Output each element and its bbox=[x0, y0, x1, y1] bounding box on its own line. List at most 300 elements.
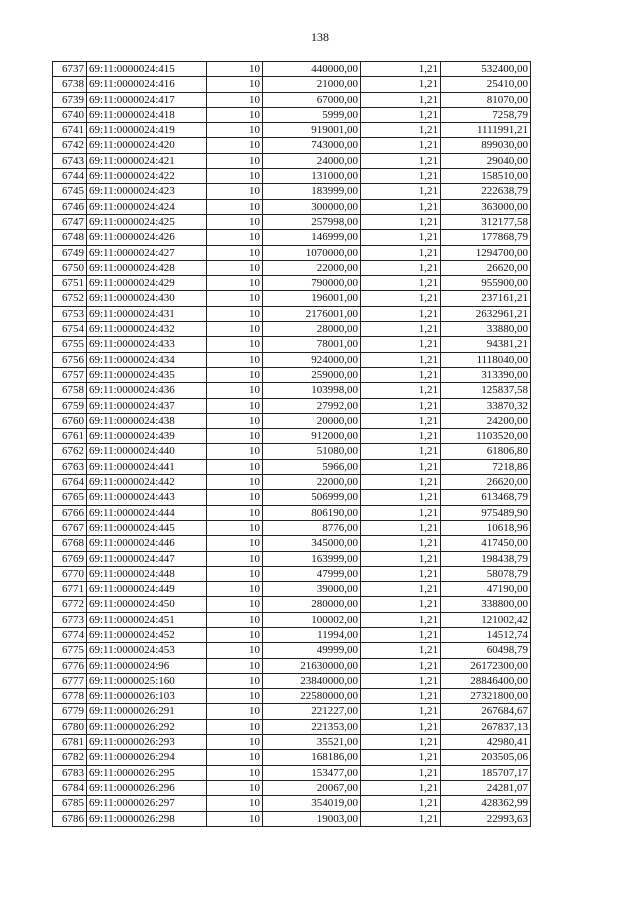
cadastral-value-cell: 20000,00 bbox=[263, 413, 361, 428]
table-row bbox=[53, 719, 531, 734]
cadastral-number-cell: 69:11:0000024:451 bbox=[87, 612, 207, 627]
cadastral-value-cell: 49999,00 bbox=[263, 643, 361, 658]
row-number-cell: 6767 bbox=[53, 520, 87, 535]
coefficient-cell: 1,21 bbox=[361, 352, 441, 367]
total-value-cell: 121002,42 bbox=[441, 612, 531, 627]
cadastral-number-cell: 69:11:0000026:291 bbox=[87, 704, 207, 719]
row-number-cell: 6755 bbox=[53, 337, 87, 352]
rate-cell: 10 bbox=[207, 643, 263, 658]
row-number-cell: 6764 bbox=[53, 475, 87, 490]
table-body bbox=[53, 62, 531, 827]
coefficient-cell: 1,21 bbox=[361, 138, 441, 153]
row-number-cell: 6766 bbox=[53, 505, 87, 520]
table-row bbox=[53, 337, 531, 352]
table-row bbox=[53, 107, 531, 122]
total-value-cell: 613468,79 bbox=[441, 490, 531, 505]
coefficient-cell: 1,21 bbox=[361, 536, 441, 551]
table-row bbox=[53, 291, 531, 306]
row-number-cell: 6737 bbox=[53, 62, 87, 77]
table-row bbox=[53, 260, 531, 275]
coefficient-cell: 1,21 bbox=[361, 597, 441, 612]
rate-cell: 10 bbox=[207, 230, 263, 245]
coefficient-cell: 1,21 bbox=[361, 735, 441, 750]
cadastral-value-cell: 22580000,00 bbox=[263, 689, 361, 704]
row-number-cell: 6748 bbox=[53, 230, 87, 245]
total-value-cell: 222638,79 bbox=[441, 184, 531, 199]
total-value-cell: 338800,00 bbox=[441, 597, 531, 612]
cadastral-value-cell: 924000,00 bbox=[263, 352, 361, 367]
cadastral-value-cell: 23840000,00 bbox=[263, 673, 361, 688]
rate-cell: 10 bbox=[207, 184, 263, 199]
total-value-cell: 2632961,21 bbox=[441, 306, 531, 321]
cadastral-number-cell: 69:11:0000026:293 bbox=[87, 735, 207, 750]
coefficient-cell: 1,21 bbox=[361, 627, 441, 642]
row-number-cell: 6757 bbox=[53, 367, 87, 382]
total-value-cell: 47190,00 bbox=[441, 582, 531, 597]
rate-cell: 10 bbox=[207, 627, 263, 642]
total-value-cell: 42980,41 bbox=[441, 735, 531, 750]
rate-cell: 10 bbox=[207, 566, 263, 581]
row-number-cell: 6773 bbox=[53, 612, 87, 627]
cadastral-value-table bbox=[52, 61, 531, 827]
row-number-cell: 6762 bbox=[53, 444, 87, 459]
coefficient-cell: 1,21 bbox=[361, 429, 441, 444]
coefficient-cell: 1,21 bbox=[361, 199, 441, 214]
row-number-cell: 6774 bbox=[53, 627, 87, 642]
row-number-cell: 6739 bbox=[53, 92, 87, 107]
coefficient-cell: 1,21 bbox=[361, 230, 441, 245]
cadastral-number-cell: 69:11:0000024:443 bbox=[87, 490, 207, 505]
total-value-cell: 1103520,00 bbox=[441, 429, 531, 444]
cadastral-value-cell: 280000,00 bbox=[263, 597, 361, 612]
coefficient-cell: 1,21 bbox=[361, 505, 441, 520]
row-number-cell: 6753 bbox=[53, 306, 87, 321]
cadastral-number-cell: 69:11:0000024:449 bbox=[87, 582, 207, 597]
coefficient-cell: 1,21 bbox=[361, 780, 441, 795]
rate-cell: 10 bbox=[207, 444, 263, 459]
total-value-cell: 1118040,00 bbox=[441, 352, 531, 367]
cadastral-number-cell: 69:11:0000024:447 bbox=[87, 551, 207, 566]
cadastral-value-cell: 27992,00 bbox=[263, 398, 361, 413]
cadastral-value-cell: 146999,00 bbox=[263, 230, 361, 245]
coefficient-cell: 1,21 bbox=[361, 490, 441, 505]
rate-cell: 10 bbox=[207, 413, 263, 428]
cadastral-number-cell: 69:11:0000024:431 bbox=[87, 306, 207, 321]
cadastral-value-cell: 221227,00 bbox=[263, 704, 361, 719]
rate-cell: 10 bbox=[207, 153, 263, 168]
cadastral-value-cell: 919001,00 bbox=[263, 123, 361, 138]
rate-cell: 10 bbox=[207, 735, 263, 750]
cadastral-number-cell: 69:11:0000024:428 bbox=[87, 260, 207, 275]
row-number-cell: 6779 bbox=[53, 704, 87, 719]
total-value-cell: 1294700,00 bbox=[441, 245, 531, 260]
coefficient-cell: 1,21 bbox=[361, 643, 441, 658]
total-value-cell: 61806,80 bbox=[441, 444, 531, 459]
coefficient-cell: 1,21 bbox=[361, 398, 441, 413]
coefficient-cell: 1,21 bbox=[361, 719, 441, 734]
cadastral-number-cell: 69:11:0000024:434 bbox=[87, 352, 207, 367]
rate-cell: 10 bbox=[207, 62, 263, 77]
table-row bbox=[53, 765, 531, 780]
row-number-cell: 6778 bbox=[53, 689, 87, 704]
cadastral-value-cell: 8776,00 bbox=[263, 520, 361, 535]
coefficient-cell: 1,21 bbox=[361, 214, 441, 229]
row-number-cell: 6765 bbox=[53, 490, 87, 505]
cadastral-value-cell: 168186,00 bbox=[263, 750, 361, 765]
cadastral-value-cell: 21000,00 bbox=[263, 77, 361, 92]
table-row bbox=[53, 184, 531, 199]
row-number-cell: 6742 bbox=[53, 138, 87, 153]
cadastral-number-cell: 69:11:0000024:436 bbox=[87, 383, 207, 398]
total-value-cell: 60498,79 bbox=[441, 643, 531, 658]
total-value-cell: 22993,63 bbox=[441, 811, 531, 826]
rate-cell: 10 bbox=[207, 811, 263, 826]
rate-cell: 10 bbox=[207, 260, 263, 275]
cadastral-value-cell: 790000,00 bbox=[263, 276, 361, 291]
rate-cell: 10 bbox=[207, 214, 263, 229]
table-row bbox=[53, 566, 531, 581]
table-row bbox=[53, 153, 531, 168]
cadastral-value-cell: 51080,00 bbox=[263, 444, 361, 459]
coefficient-cell: 1,21 bbox=[361, 413, 441, 428]
rate-cell: 10 bbox=[207, 337, 263, 352]
row-number-cell: 6738 bbox=[53, 77, 87, 92]
rate-cell: 10 bbox=[207, 475, 263, 490]
row-number-cell: 6760 bbox=[53, 413, 87, 428]
total-value-cell: 125837,58 bbox=[441, 383, 531, 398]
cadastral-value-cell: 47999,00 bbox=[263, 566, 361, 581]
table-row bbox=[53, 352, 531, 367]
cadastral-number-cell: 69:11:0000024:442 bbox=[87, 475, 207, 490]
total-value-cell: 899030,00 bbox=[441, 138, 531, 153]
total-value-cell: 24281,07 bbox=[441, 780, 531, 795]
row-number-cell: 6754 bbox=[53, 322, 87, 337]
coefficient-cell: 1,21 bbox=[361, 337, 441, 352]
cadastral-number-cell: 69:11:0000026:294 bbox=[87, 750, 207, 765]
table-row bbox=[53, 475, 531, 490]
rate-cell: 10 bbox=[207, 123, 263, 138]
coefficient-cell: 1,21 bbox=[361, 612, 441, 627]
rate-cell: 10 bbox=[207, 689, 263, 704]
total-value-cell: 28846400,00 bbox=[441, 673, 531, 688]
coefficient-cell: 1,21 bbox=[361, 459, 441, 474]
rate-cell: 10 bbox=[207, 92, 263, 107]
cadastral-number-cell: 69:11:0000024:440 bbox=[87, 444, 207, 459]
table-row bbox=[53, 444, 531, 459]
coefficient-cell: 1,21 bbox=[361, 367, 441, 382]
rate-cell: 10 bbox=[207, 398, 263, 413]
cadastral-number-cell: 69:11:0000024:416 bbox=[87, 77, 207, 92]
cadastral-number-cell: 69:11:0000024:444 bbox=[87, 505, 207, 520]
table-row bbox=[53, 77, 531, 92]
cadastral-value-cell: 259000,00 bbox=[263, 367, 361, 382]
rate-cell: 10 bbox=[207, 597, 263, 612]
total-value-cell: 975489,90 bbox=[441, 505, 531, 520]
table-row bbox=[53, 780, 531, 795]
rate-cell: 10 bbox=[207, 658, 263, 673]
total-value-cell: 363000,00 bbox=[441, 199, 531, 214]
cadastral-number-cell: 69:11:0000024:450 bbox=[87, 597, 207, 612]
cadastral-value-cell: 78001,00 bbox=[263, 337, 361, 352]
total-value-cell: 267837,13 bbox=[441, 719, 531, 734]
cadastral-value-cell: 67000,00 bbox=[263, 92, 361, 107]
table-row bbox=[53, 796, 531, 811]
page-number: 138 bbox=[311, 30, 329, 44]
table-row bbox=[53, 735, 531, 750]
cadastral-number-cell: 69:11:0000024:435 bbox=[87, 367, 207, 382]
coefficient-cell: 1,21 bbox=[361, 383, 441, 398]
rate-cell: 10 bbox=[207, 459, 263, 474]
cadastral-value-cell: 183999,00 bbox=[263, 184, 361, 199]
cadastral-number-cell: 69:11:0000024:433 bbox=[87, 337, 207, 352]
cadastral-number-cell: 69:11:0000024:419 bbox=[87, 123, 207, 138]
table-row bbox=[53, 643, 531, 658]
table-row bbox=[53, 612, 531, 627]
coefficient-cell: 1,21 bbox=[361, 765, 441, 780]
coefficient-cell: 1,21 bbox=[361, 444, 441, 459]
rate-cell: 10 bbox=[207, 520, 263, 535]
coefficient-cell: 1,21 bbox=[361, 306, 441, 321]
cadastral-number-cell: 69:11:0000024:452 bbox=[87, 627, 207, 642]
cadastral-number-cell: 69:11:0000024:453 bbox=[87, 643, 207, 658]
row-number-cell: 6761 bbox=[53, 429, 87, 444]
cadastral-value-cell: 806190,00 bbox=[263, 505, 361, 520]
row-number-cell: 6759 bbox=[53, 398, 87, 413]
table-row bbox=[53, 627, 531, 642]
cadastral-number-cell: 69:11:0000024:423 bbox=[87, 184, 207, 199]
total-value-cell: 267684,67 bbox=[441, 704, 531, 719]
coefficient-cell: 1,21 bbox=[361, 796, 441, 811]
cadastral-number-cell: 69:11:0000026:298 bbox=[87, 811, 207, 826]
cadastral-number-cell: 69:11:0000024:424 bbox=[87, 199, 207, 214]
total-value-cell: 313390,00 bbox=[441, 367, 531, 382]
row-number-cell: 6771 bbox=[53, 582, 87, 597]
cadastral-value-cell: 131000,00 bbox=[263, 169, 361, 184]
row-number-cell: 6746 bbox=[53, 199, 87, 214]
rate-cell: 10 bbox=[207, 199, 263, 214]
coefficient-cell: 1,21 bbox=[361, 153, 441, 168]
rate-cell: 10 bbox=[207, 780, 263, 795]
coefficient-cell: 1,21 bbox=[361, 475, 441, 490]
table-row bbox=[53, 551, 531, 566]
cadastral-value-cell: 300000,00 bbox=[263, 199, 361, 214]
table-row bbox=[53, 582, 531, 597]
coefficient-cell: 1,21 bbox=[361, 582, 441, 597]
rate-cell: 10 bbox=[207, 505, 263, 520]
cadastral-value-cell: 22000,00 bbox=[263, 260, 361, 275]
cadastral-value-cell: 221353,00 bbox=[263, 719, 361, 734]
coefficient-cell: 1,21 bbox=[361, 77, 441, 92]
coefficient-cell: 1,21 bbox=[361, 184, 441, 199]
cadastral-number-cell: 69:11:0000024:426 bbox=[87, 230, 207, 245]
rate-cell: 10 bbox=[207, 383, 263, 398]
row-number-cell: 6744 bbox=[53, 169, 87, 184]
table-row bbox=[53, 704, 531, 719]
rate-cell: 10 bbox=[207, 765, 263, 780]
cadastral-number-cell: 69:11:0000024:438 bbox=[87, 413, 207, 428]
cadastral-number-cell: 69:11:0000024:425 bbox=[87, 214, 207, 229]
total-value-cell: 81070,00 bbox=[441, 92, 531, 107]
table-row bbox=[53, 673, 531, 688]
row-number-cell: 6769 bbox=[53, 551, 87, 566]
total-value-cell: 312177,58 bbox=[441, 214, 531, 229]
total-value-cell: 177868,79 bbox=[441, 230, 531, 245]
row-number-cell: 6772 bbox=[53, 597, 87, 612]
cadastral-number-cell: 69:11:0000024:418 bbox=[87, 107, 207, 122]
total-value-cell: 29040,00 bbox=[441, 153, 531, 168]
rate-cell: 10 bbox=[207, 719, 263, 734]
table-row bbox=[53, 413, 531, 428]
row-number-cell: 6783 bbox=[53, 765, 87, 780]
total-value-cell: 955900,00 bbox=[441, 276, 531, 291]
coefficient-cell: 1,21 bbox=[361, 673, 441, 688]
row-number-cell: 6756 bbox=[53, 352, 87, 367]
cadastral-value-cell: 153477,00 bbox=[263, 765, 361, 780]
cadastral-value-cell: 345000,00 bbox=[263, 536, 361, 551]
rate-cell: 10 bbox=[207, 673, 263, 688]
cadastral-value-cell: 35521,00 bbox=[263, 735, 361, 750]
rate-cell: 10 bbox=[207, 796, 263, 811]
total-value-cell: 158510,00 bbox=[441, 169, 531, 184]
table-row bbox=[53, 367, 531, 382]
row-number-cell: 6758 bbox=[53, 383, 87, 398]
coefficient-cell: 1,21 bbox=[361, 245, 441, 260]
cadastral-number-cell: 69:11:0000024:417 bbox=[87, 92, 207, 107]
table-row bbox=[53, 429, 531, 444]
cadastral-number-cell: 69:11:0000024:420 bbox=[87, 138, 207, 153]
cadastral-number-cell: 69:11:0000026:103 bbox=[87, 689, 207, 704]
cadastral-number-cell: 69:11:0000024:446 bbox=[87, 536, 207, 551]
table-row bbox=[53, 505, 531, 520]
cadastral-number-cell: 69:11:0000025:160 bbox=[87, 673, 207, 688]
cadastral-number-cell: 69:11:0000026:296 bbox=[87, 780, 207, 795]
rate-cell: 10 bbox=[207, 276, 263, 291]
cadastral-number-cell: 69:11:0000024:439 bbox=[87, 429, 207, 444]
rate-cell: 10 bbox=[207, 306, 263, 321]
cadastral-number-cell: 69:11:0000024:429 bbox=[87, 276, 207, 291]
table-row bbox=[53, 138, 531, 153]
cadastral-value-cell: 354019,00 bbox=[263, 796, 361, 811]
coefficient-cell: 1,21 bbox=[361, 322, 441, 337]
cadastral-number-cell: 69:11:0000024:441 bbox=[87, 459, 207, 474]
table-row bbox=[53, 750, 531, 765]
coefficient-cell: 1,21 bbox=[361, 123, 441, 138]
row-number-cell: 6782 bbox=[53, 750, 87, 765]
cadastral-number-cell: 69:11:0000024:430 bbox=[87, 291, 207, 306]
table-row bbox=[53, 322, 531, 337]
rate-cell: 10 bbox=[207, 291, 263, 306]
row-number-cell: 6741 bbox=[53, 123, 87, 138]
table-row bbox=[53, 398, 531, 413]
rate-cell: 10 bbox=[207, 490, 263, 505]
row-number-cell: 6776 bbox=[53, 658, 87, 673]
cadastral-value-cell: 20067,00 bbox=[263, 780, 361, 795]
total-value-cell: 33880,00 bbox=[441, 322, 531, 337]
row-number-cell: 6768 bbox=[53, 536, 87, 551]
table-row bbox=[53, 597, 531, 612]
cadastral-value-cell: 100002,00 bbox=[263, 612, 361, 627]
total-value-cell: 94381,21 bbox=[441, 337, 531, 352]
cadastral-number-cell: 69:11:0000024:422 bbox=[87, 169, 207, 184]
table-row bbox=[53, 62, 531, 77]
total-value-cell: 58078,79 bbox=[441, 566, 531, 581]
cadastral-value-cell: 24000,00 bbox=[263, 153, 361, 168]
total-value-cell: 24200,00 bbox=[441, 413, 531, 428]
cadastral-value-cell: 440000,00 bbox=[263, 62, 361, 77]
rate-cell: 10 bbox=[207, 322, 263, 337]
row-number-cell: 6770 bbox=[53, 566, 87, 581]
row-number-cell: 6750 bbox=[53, 260, 87, 275]
table-row bbox=[53, 123, 531, 138]
rate-cell: 10 bbox=[207, 582, 263, 597]
table-row bbox=[53, 230, 531, 245]
row-number-cell: 6777 bbox=[53, 673, 87, 688]
row-number-cell: 6749 bbox=[53, 245, 87, 260]
coefficient-cell: 1,21 bbox=[361, 750, 441, 765]
cadastral-number-cell: 69:11:0000024:437 bbox=[87, 398, 207, 413]
table-row bbox=[53, 92, 531, 107]
cadastral-value-cell: 5999,00 bbox=[263, 107, 361, 122]
cadastral-value-cell: 912000,00 bbox=[263, 429, 361, 444]
rate-cell: 10 bbox=[207, 245, 263, 260]
cadastral-value-cell: 21630000,00 bbox=[263, 658, 361, 673]
total-value-cell: 185707,17 bbox=[441, 765, 531, 780]
rate-cell: 10 bbox=[207, 612, 263, 627]
total-value-cell: 1111991,21 bbox=[441, 123, 531, 138]
table-row bbox=[53, 383, 531, 398]
total-value-cell: 203505,06 bbox=[441, 750, 531, 765]
cadastral-number-cell: 69:11:0000026:292 bbox=[87, 719, 207, 734]
total-value-cell: 33870,32 bbox=[441, 398, 531, 413]
rate-cell: 10 bbox=[207, 551, 263, 566]
table-row bbox=[53, 214, 531, 229]
row-number-cell: 6786 bbox=[53, 811, 87, 826]
table-row bbox=[53, 169, 531, 184]
cadastral-value-cell: 22000,00 bbox=[263, 475, 361, 490]
coefficient-cell: 1,21 bbox=[361, 520, 441, 535]
cadastral-value-cell: 1070000,00 bbox=[263, 245, 361, 260]
cadastral-value-cell: 196001,00 bbox=[263, 291, 361, 306]
row-number-cell: 6775 bbox=[53, 643, 87, 658]
rate-cell: 10 bbox=[207, 367, 263, 382]
cadastral-number-cell: 69:11:0000026:297 bbox=[87, 796, 207, 811]
cadastral-value-cell: 506999,00 bbox=[263, 490, 361, 505]
row-number-cell: 6747 bbox=[53, 214, 87, 229]
cadastral-value-cell: 39000,00 bbox=[263, 582, 361, 597]
row-number-cell: 6740 bbox=[53, 107, 87, 122]
coefficient-cell: 1,21 bbox=[361, 658, 441, 673]
total-value-cell: 428362,99 bbox=[441, 796, 531, 811]
table-row bbox=[53, 658, 531, 673]
rate-cell: 10 bbox=[207, 704, 263, 719]
total-value-cell: 237161,21 bbox=[441, 291, 531, 306]
row-number-cell: 6751 bbox=[53, 276, 87, 291]
row-number-cell: 6784 bbox=[53, 780, 87, 795]
total-value-cell: 25410,00 bbox=[441, 77, 531, 92]
coefficient-cell: 1,21 bbox=[361, 92, 441, 107]
rate-cell: 10 bbox=[207, 138, 263, 153]
row-number-cell: 6763 bbox=[53, 459, 87, 474]
total-value-cell: 26620,00 bbox=[441, 260, 531, 275]
cadastral-value-cell: 257998,00 bbox=[263, 214, 361, 229]
cadastral-value-cell: 11994,00 bbox=[263, 627, 361, 642]
coefficient-cell: 1,21 bbox=[361, 260, 441, 275]
cadastral-number-cell: 69:11:0000024:415 bbox=[87, 62, 207, 77]
total-value-cell: 26620,00 bbox=[441, 475, 531, 490]
coefficient-cell: 1,21 bbox=[361, 704, 441, 719]
row-number-cell: 6745 bbox=[53, 184, 87, 199]
table-row bbox=[53, 689, 531, 704]
